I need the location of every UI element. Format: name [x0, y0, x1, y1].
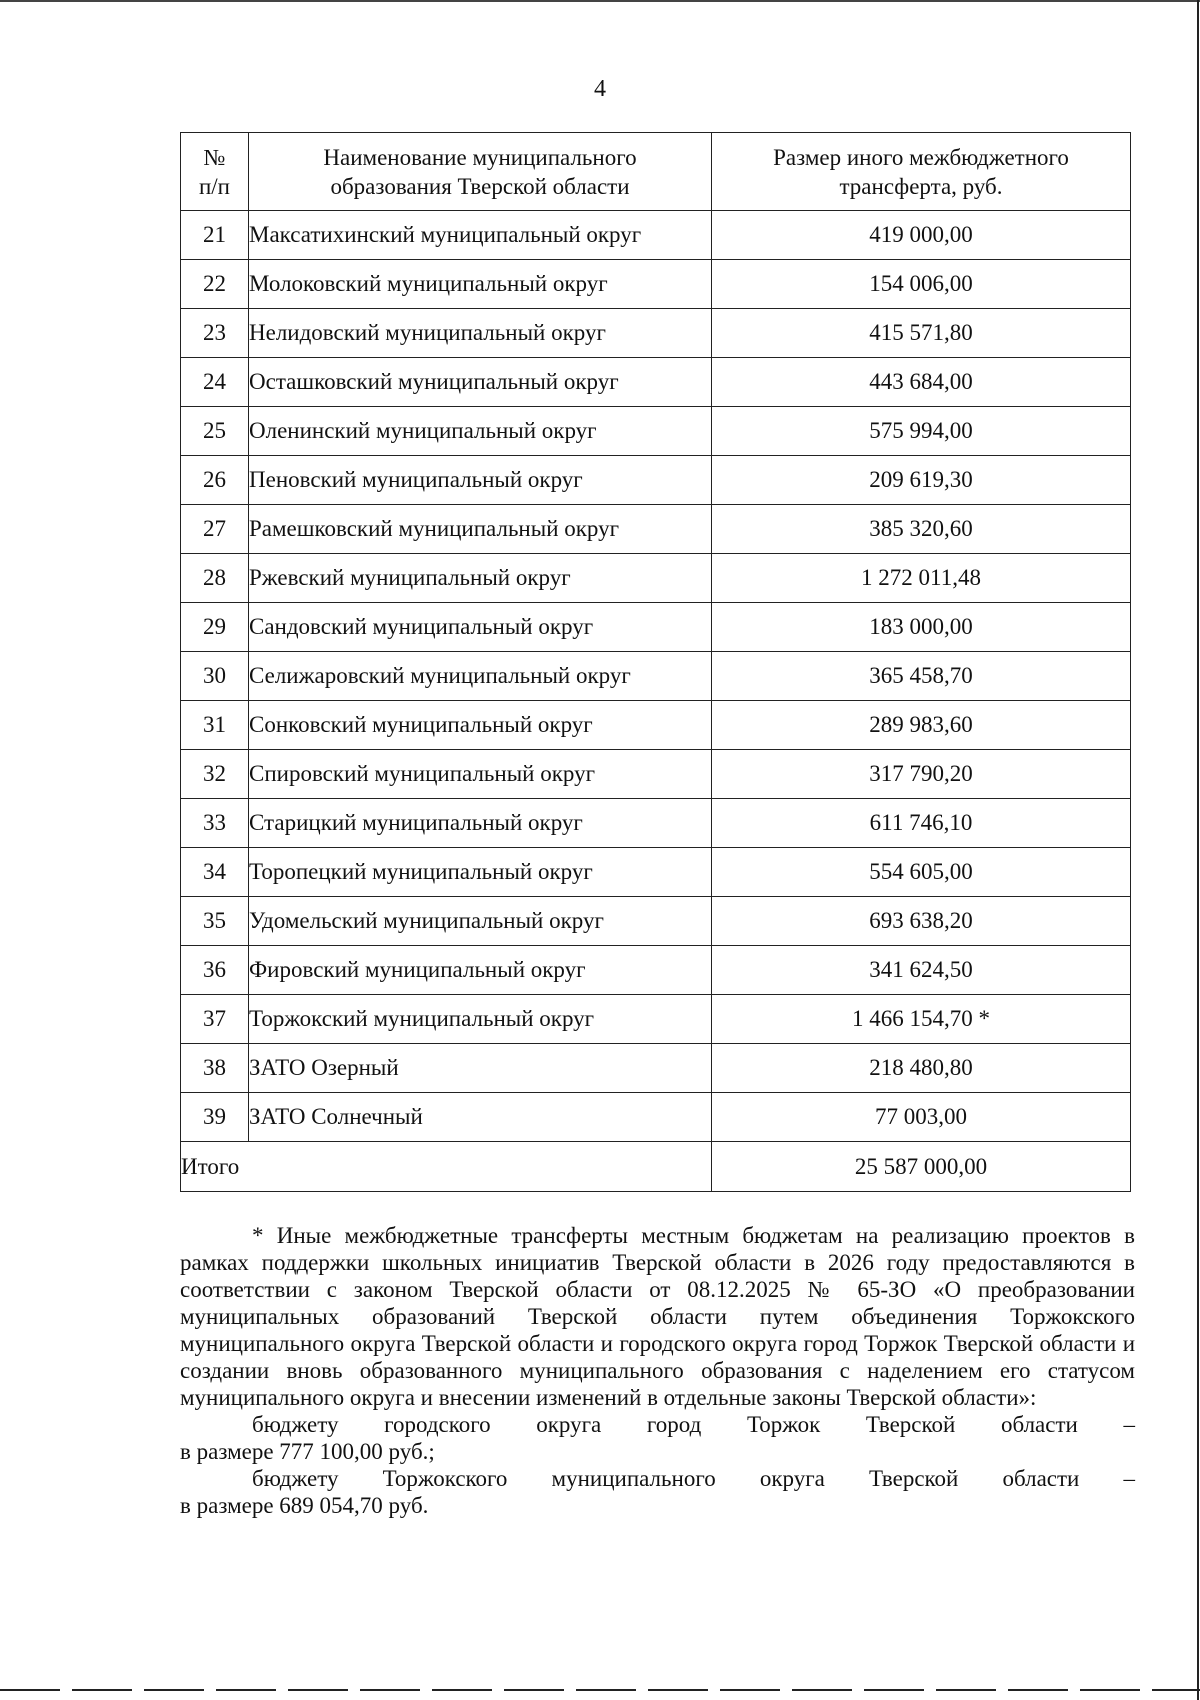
row-name: Торопецкий муниципальный округ — [249, 848, 712, 897]
row-amount: 575 994,00 — [712, 407, 1131, 456]
row-name: Селижаровский муниципальный округ — [249, 652, 712, 701]
row-name: Торжокский муниципальный округ — [249, 995, 712, 1044]
row-amount: 341 624,50 — [712, 946, 1131, 995]
row-amount: 554 605,00 — [712, 848, 1131, 897]
transfers-table — [180, 132, 1131, 1192]
row-name: Рамешковский муниципальный округ — [249, 505, 712, 554]
row-amount: 443 684,00 — [712, 358, 1131, 407]
row-amount: 183 000,00 — [712, 603, 1131, 652]
table-row — [181, 897, 1131, 946]
row-num: 29 — [181, 603, 249, 652]
row-num: 39 — [181, 1093, 249, 1142]
row-amount: 289 983,60 — [712, 701, 1131, 750]
row-num: 33 — [181, 799, 249, 848]
table-row — [181, 750, 1131, 799]
row-amount: 419 000,00 — [712, 211, 1131, 260]
table-body — [181, 211, 1131, 1192]
row-num: 22 — [181, 260, 249, 309]
row-name: Сандовский муниципальный округ — [249, 603, 712, 652]
row-amount: 317 790,20 — [712, 750, 1131, 799]
row-name: Старицкий муниципальный округ — [249, 799, 712, 848]
total-amount: 25 587 000,00 — [712, 1142, 1131, 1192]
row-amount: 611 746,10 — [712, 799, 1131, 848]
row-num: 36 — [181, 946, 249, 995]
table-row — [181, 701, 1131, 750]
header-num: № п/п — [181, 133, 249, 211]
row-num: 32 — [181, 750, 249, 799]
page-number: 4 — [594, 76, 606, 102]
scan-edge-right — [1197, 0, 1199, 1700]
table-row — [181, 505, 1131, 554]
row-amount: 385 320,60 — [712, 505, 1131, 554]
row-num: 21 — [181, 211, 249, 260]
row-num: 35 — [181, 897, 249, 946]
table-row — [181, 603, 1131, 652]
row-name: Молоковский муниципальный округ — [249, 260, 712, 309]
row-amount: 693 638,20 — [712, 897, 1131, 946]
row-num: 27 — [181, 505, 249, 554]
row-name: Ржевский муниципальный округ — [249, 554, 712, 603]
row-num: 31 — [181, 701, 249, 750]
footnote-item1-line2: в размере 777 100,00 руб.; — [180, 1439, 435, 1464]
row-name: Спировский муниципальный округ — [249, 750, 712, 799]
table-row — [181, 995, 1131, 1044]
row-num: 37 — [181, 995, 249, 1044]
scan-edge-top — [0, 0, 1200, 2]
row-name: Оленинский муниципальный округ — [249, 407, 712, 456]
row-name: Фировский муниципальный округ — [249, 946, 712, 995]
table-header-row — [181, 133, 1131, 211]
row-name: Пеновский муниципальный округ — [249, 456, 712, 505]
row-num: 24 — [181, 358, 249, 407]
table-row — [181, 554, 1131, 603]
table-row — [181, 1044, 1131, 1093]
footnote-item2-line1: бюджету Торжокского муниципального округа Тверской области – — [252, 1466, 1135, 1491]
row-num: 34 — [181, 848, 249, 897]
table-row — [181, 1093, 1131, 1142]
table-row — [181, 799, 1131, 848]
row-name: ЗАТО Солнечный — [249, 1093, 712, 1142]
row-num: 26 — [181, 456, 249, 505]
footnote — [180, 1222, 1135, 1519]
table-row — [181, 652, 1131, 701]
row-name: Нелидовский муниципальный округ — [249, 309, 712, 358]
total-label: Итого — [181, 1142, 712, 1192]
footnote-main: * Иные межбюджетные трансферты местным бюджетам на реализацию проектов в рамках поддержки школьных инициатив Тверской области в 2026 году предоставляются в соответствии с законом Тверской области от 08.12.2025 № 65-ЗО «О преобразовании муниципальных образований Тверской области путем объединения Торжокского муниципального округа Тверской области и городского округа город Торжок Тверской области и создании вновь образованного муниципального образования с наделением его статусом муниципального округа и внесении изменений в отдельные законы Тверской области»: — [180, 1223, 1135, 1410]
row-name: Осташковский муниципальный округ — [249, 358, 712, 407]
scan-edge-bottom — [0, 1689, 1200, 1691]
row-num: 23 — [181, 309, 249, 358]
row-amount: 218 480,80 — [712, 1044, 1131, 1093]
table-total-row — [181, 1142, 1131, 1192]
row-amount: 365 458,70 — [712, 652, 1131, 701]
header-name: Наименование муниципального образования Тверской области — [249, 133, 712, 211]
row-amount: 415 571,80 — [712, 309, 1131, 358]
table-row — [181, 260, 1131, 309]
table-row — [181, 946, 1131, 995]
table-row — [181, 211, 1131, 260]
row-num: 25 — [181, 407, 249, 456]
row-num: 30 — [181, 652, 249, 701]
row-num: 38 — [181, 1044, 249, 1093]
row-amount: 209 619,30 — [712, 456, 1131, 505]
row-num: 28 — [181, 554, 249, 603]
footnote-item1-line1: бюджету городского округа город Торжок Тверской области – — [252, 1412, 1135, 1437]
row-amount: 154 006,00 — [712, 260, 1131, 309]
table-row — [181, 358, 1131, 407]
row-amount: 77 003,00 — [712, 1093, 1131, 1142]
row-name: Максатихинский муниципальный округ — [249, 211, 712, 260]
row-amount: 1 466 154,70 * — [712, 995, 1131, 1044]
row-name: ЗАТО Озерный — [249, 1044, 712, 1093]
row-name: Удомельский муниципальный округ — [249, 897, 712, 946]
header-amount: Размер иного межбюджетного трансферта, руб. — [712, 133, 1131, 211]
table-row — [181, 309, 1131, 358]
table-row — [181, 848, 1131, 897]
footnote-item2-line2: в размере 689 054,70 руб. — [180, 1493, 429, 1518]
table-row — [181, 407, 1131, 456]
row-amount: 1 272 011,48 — [712, 554, 1131, 603]
table-row — [181, 456, 1131, 505]
row-name: Сонковский муниципальный округ — [249, 701, 712, 750]
